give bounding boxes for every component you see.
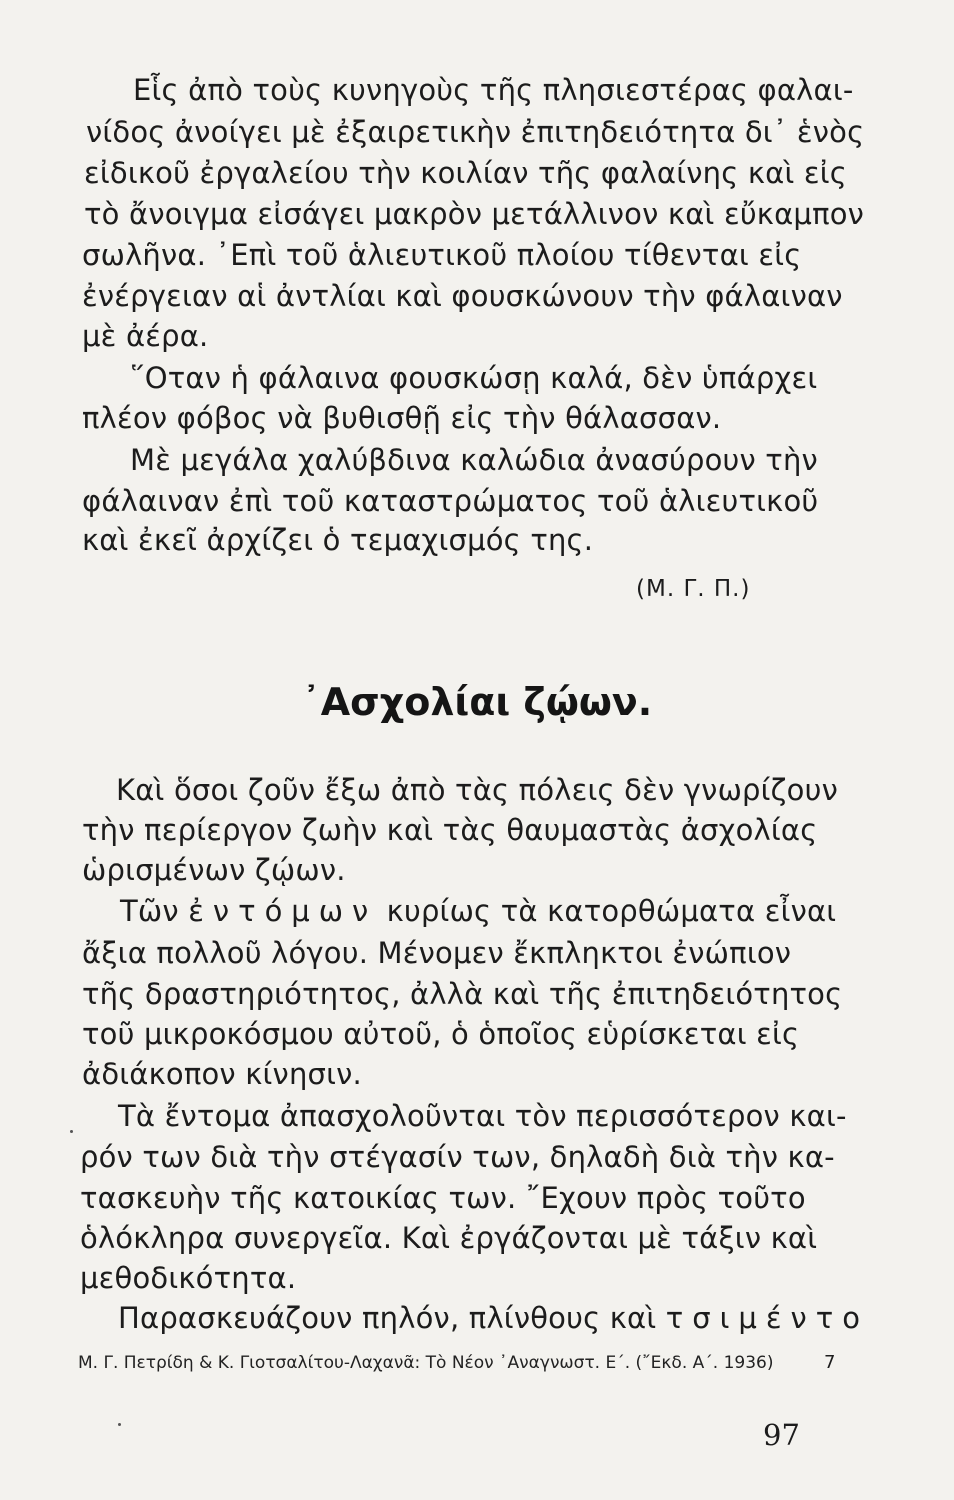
text-line xyxy=(118,1300,869,1336)
text-line: τὸ ἄνοιγμα εἰσάγει μακρὸν μετάλλινον καὶ εὔκαμπον xyxy=(84,197,865,231)
page-number: 97 xyxy=(763,1418,800,1452)
author-initials: (Μ. Γ. Π.) xyxy=(636,576,751,602)
text-line: σωλῆνα. ᾿Επὶ τοῦ ἁλιευτικοῦ πλοίου τίθενται εἰς xyxy=(82,238,802,272)
text-line: τὴν περίεργον ζωὴν καὶ τὰς θαυμαστὰς ἀσχολίας xyxy=(82,813,818,847)
text-line: Καὶ ὅσοι ζοῦν ἔξω ἀπὸ τὰς πόλεις δὲν γνωρίζουν xyxy=(116,773,838,807)
text-line: φάλαιναν ἐπὶ τοῦ καταστρώματος τοῦ ἁλιευτικοῦ xyxy=(82,484,819,518)
text-fragment: Παρασκευάζουν πηλόν, πλίνθους καὶ xyxy=(118,1301,657,1335)
text-line xyxy=(120,893,836,929)
text-line: εἰδικοῦ ἐργαλείου τὴν κοιλίαν τῆς φαλαίνης καὶ εἰς xyxy=(84,156,848,190)
text-line: ἄξια πολλοῦ λόγου. Μένομεν ἔκπληκτοι ἐνώπιον xyxy=(82,936,792,970)
text-line: Τὰ ἔντομα ἀπασχολοῦνται τὸν περισσότερον και- xyxy=(118,1099,847,1133)
emphasized-word: τσιμέντο xyxy=(665,1301,869,1335)
text-line: τοῦ μικροκόσμου αὐτοῦ, ὁ ὁποῖος εὑρίσκεται εἰς xyxy=(82,1017,800,1051)
ink-speck xyxy=(118,1423,121,1426)
text-line: ῞Οταν ἡ φάλαινα φουσκώσῃ καλά, δὲν ὑπάρχει xyxy=(130,361,818,395)
publication-footer: Μ. Γ. Πετρίδη & Κ. Γιοτσαλίτου-Λαχανᾶ: Τὸ Νέον ᾿Αναγνωστ. Ε΄. (῎Εκδ. Α΄. 1936) xyxy=(78,1353,774,1373)
text-line: ἀδιάκοπον κίνησιν. xyxy=(82,1057,362,1091)
text-line: μεθοδικότητα. xyxy=(80,1261,297,1295)
text-fragment: κυρίως τὰ κατορθώματα εἶναι xyxy=(386,894,837,928)
emphasized-word: ἐντόμων xyxy=(188,894,378,928)
text-line: νίδος ἀνοίγει μὲ ἐξαιρετικὴν ἐπιτηδειότητα δι᾽ ἑνὸς xyxy=(86,115,865,149)
text-fragment: Τῶν xyxy=(120,894,179,928)
section-heading: ᾿Ασχολίαι ζῴων. xyxy=(301,680,653,724)
signature-mark: 7 xyxy=(824,1352,836,1373)
text-line: πλέον φόβος νὰ βυθισθῇ εἰς τὴν θάλασσαν. xyxy=(82,401,722,435)
text-line: Εἷς ἀπὸ τοὺς κυνηγοὺς τῆς πλησιεστέρας φαλαι- xyxy=(133,73,854,107)
text-line: ὡρισμένων ζῴων. xyxy=(82,853,346,887)
text-line: Μὲ μεγάλα χαλύβδινα καλώδια ἀνασύρουν τὴν xyxy=(130,443,818,477)
text-line: τῆς δραστηριότητος, ἀλλὰ καὶ τῆς ἐπιτηδειότητος xyxy=(82,977,843,1011)
text-line: ὁλόκληρα συνεργεῖα. Καὶ ἐργάζονται μὲ τάξιν καὶ xyxy=(80,1221,818,1255)
ink-speck xyxy=(70,1130,73,1133)
text-line: ἐνέργειαν αἱ ἀντλίαι καὶ φουσκώνουν τὴν φάλαιναν xyxy=(82,279,843,313)
text-line: καὶ ἐκεῖ ἀρχίζει ὁ τεμαχισμός της. xyxy=(82,523,594,557)
text-line: ρόν των διὰ τὴν στέγασίν των, δηλαδὴ διὰ τὴν κα- xyxy=(80,1140,835,1174)
text-line: μὲ ἀέρα. xyxy=(82,319,209,353)
text-line: τασκευὴν τῆς κατοικίας των. ῎Εχουν πρὸς τοῦτο xyxy=(80,1181,806,1215)
